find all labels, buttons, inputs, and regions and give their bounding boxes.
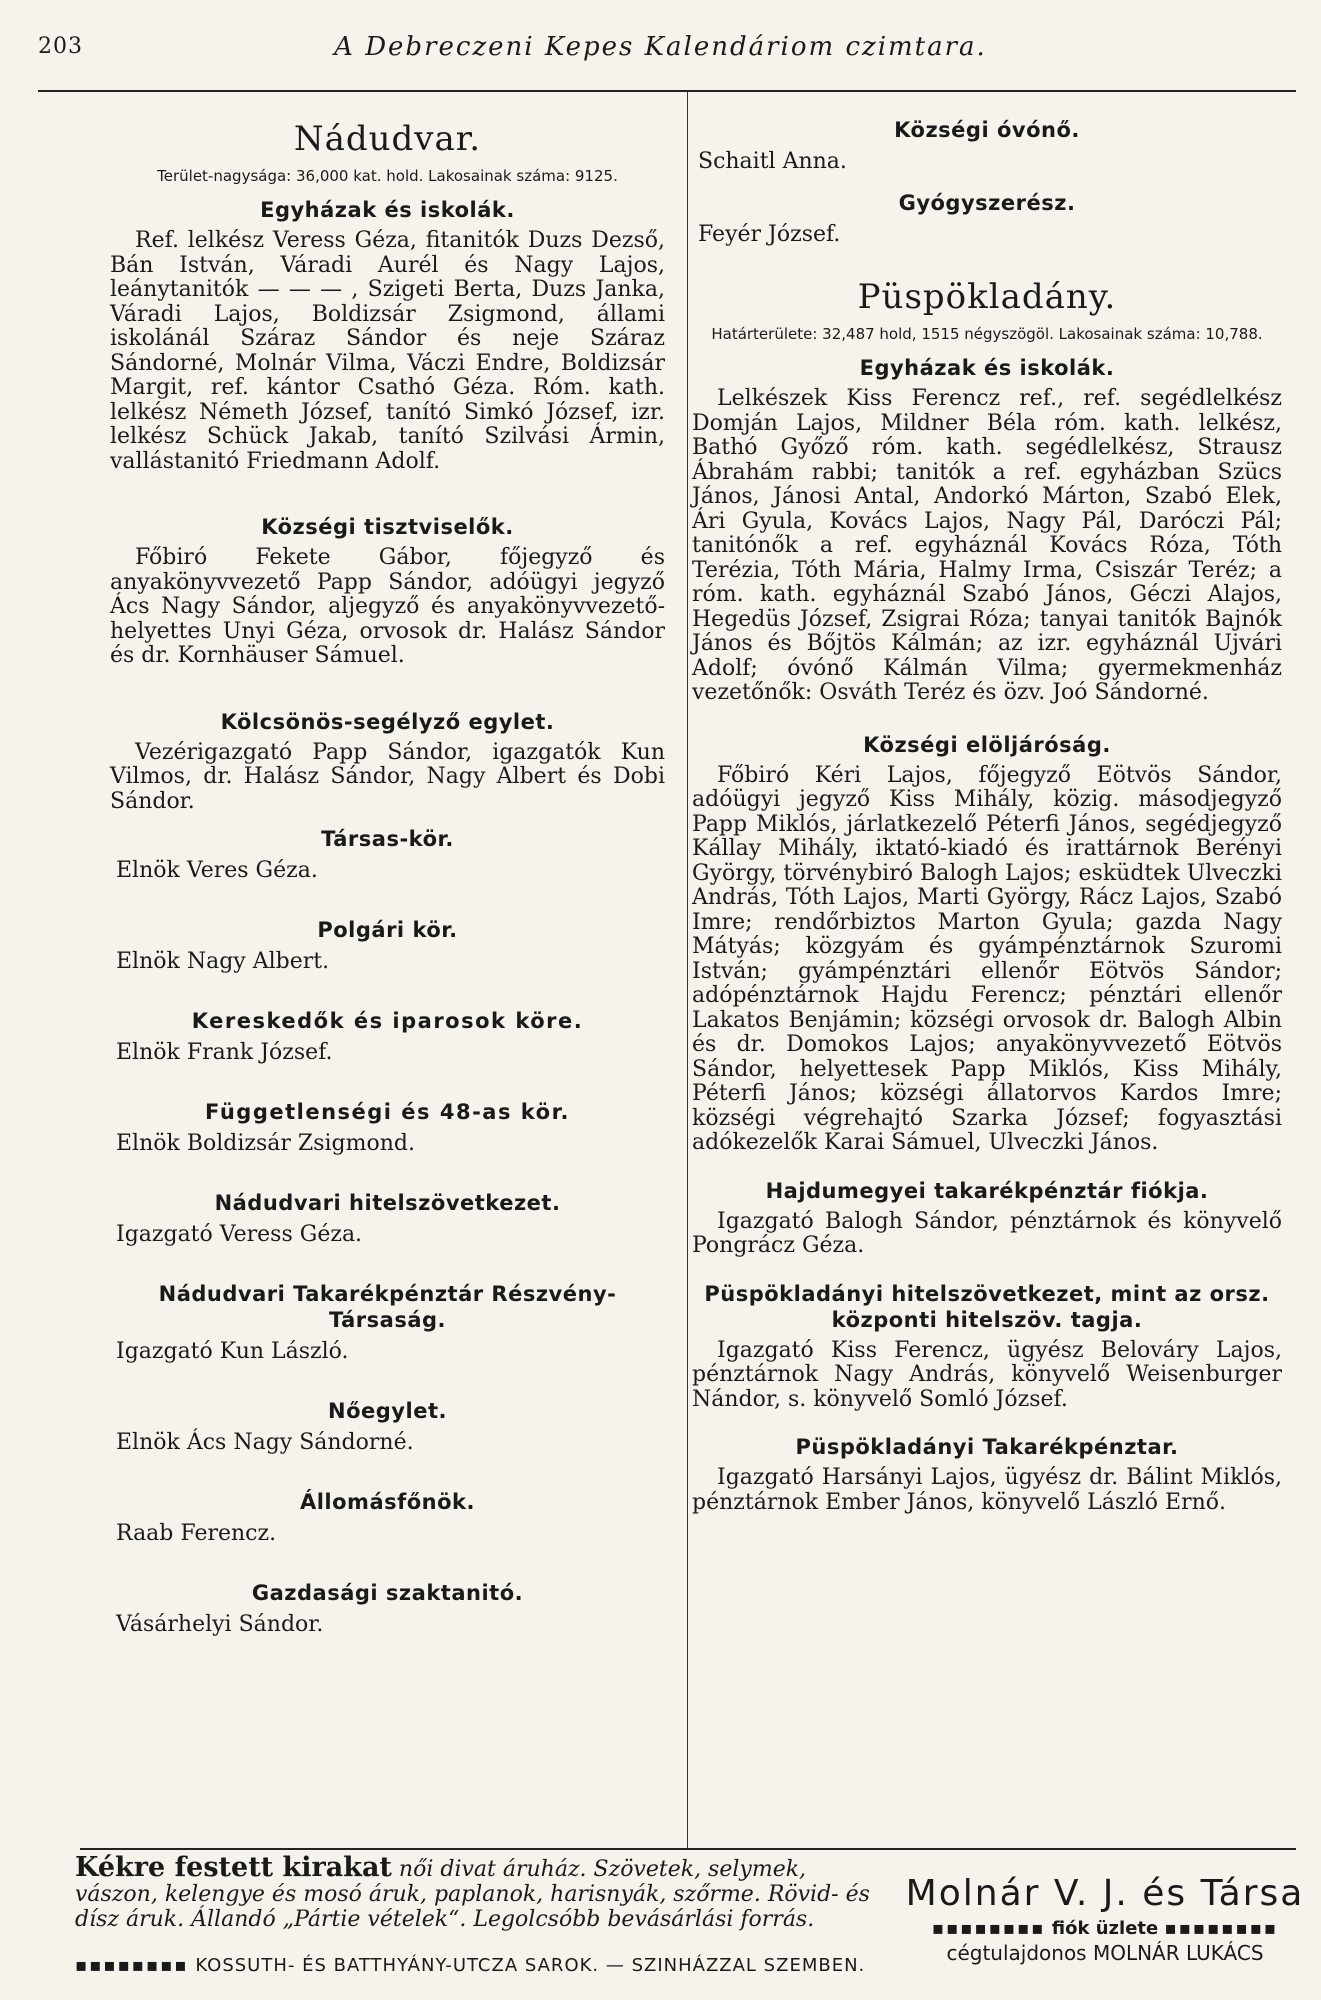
- section-heading-credit-p: Püspökladányi hitelszövetkezet, mint az orsz. központi hitelszöv. tagja.: [704, 1281, 1270, 1332]
- section-text-credit: Igazgató Veress Géza.: [116, 1222, 363, 1247]
- right-column: [692, 105, 1282, 1515]
- section-heading-hajdu: Hajdumegyei takarékpénztár fiókja.: [765, 1178, 1209, 1203]
- ad-ornament-left: ▪▪▪▪▪▪▪▪: [75, 1955, 189, 1976]
- ad-body: női divat áruház. Szövetek, selymek, vászon, kelengye és mosó áruk, paplanok, harisnyák, szőrme. Rövid- és dísz áruk. Állandó „Pártie vételek“. Legolcsóbb bevásárlási forrás.: [75, 1857, 870, 1932]
- ad-brand-name: Molnár V. J. és Társa: [905, 1873, 1305, 1914]
- section-heading-churches: Egyházak és iskolák.: [260, 198, 515, 222]
- section-heading-independence: Függetlenségi és 48-as kör.: [205, 1100, 570, 1124]
- running-title: A Debreczeni Kepes Kalendáriom czimtara.: [334, 32, 987, 62]
- section-heading-social: Társas-kör.: [321, 827, 454, 851]
- section-text-churches: Ref. lelkész Veress Géza, fitanitók Duzs Dezső, Bán István, Váradi Aurél és Nagy Lajos, leánytanitók — — — , Szigeti Berta, Duzs Janka, Váradi Lajos, Boldizsár Zsigmond, állami iskolánál Száraz Sándor és neje Száraz Sándorné, Molnár Vilma, Váczi Endre, Boldizsár Margit, ref. kántor Csathó Géza. Róm. kath. lelkész Németh József, tanító Simkó József, izr. lelkész Schück Jakab, tanító Szilvási Ármin, vallástanitó Friedmann Adolf.: [110, 228, 665, 474]
- section-text-officials: Főbiró Fekete Gábor, főjegyző és anyakönyvvezető Papp Sándor, adóügyi jegyző Ács Nagy Sándor, aljegyző és anyakönyvvezető-helyettes Unyi Géza, orvosok dr. Halász Sándor és dr. Kornhäuser Sámuel.: [110, 545, 665, 668]
- advertisement: [75, 1852, 1305, 1995]
- section-text-loan: Vezérigazgató Papp Sándor, igazgatók Kun Vilmos, dr. Halász Sándor, Nagy Albert és Dobi Sándor.: [110, 739, 665, 814]
- section-text-civic: Elnök Nagy Albert.: [116, 949, 330, 974]
- section-heading-station: Állomásfőnök.: [299, 1490, 475, 1514]
- section-text-station: Raab Ferencz.: [116, 1521, 277, 1546]
- section-heading-women: Nőegylet.: [328, 1399, 447, 1423]
- section-heading-officials: Községi tisztviselők.: [261, 515, 514, 539]
- section-text-board: Főbiró Kéri Lajos, főjegyző Eötvös Sándor, adóügyi jegyző Kiss Mihály, közig. másodjegyző Papp Miklós, járlatkezelő Péterfi János, segédjegyző Kállay Mihály, iktató-kiadó és irattárnok Berényi György, törvénybiró Balogh Lajos; esküdtek Ulveczki András, Tóth Lajos, Marti György, Rácz Lajos, Szabó Imre; rendőrbiztos Marton Gyula; gazda Nagy Mátyás; közgyám és gyámpénztárnok Szuromi István; gyámpénztári ellenőr Eötvös Sándor; adópénztárnok Hajdu Ferencz; pénztári ellenőr Lakatos Benjámin; községi orvosok dr. Balogh Albin és dr. Domokos Lajos; anyakönyvvezető Eötvös Sándor, helyettesek Papp Miklós, Kiss Mihály, Péterfi János; községi állatorvos Kardos Imre; községi végrehajtó Szarka József; fogyasztási adókezelők Karai Sámuel, Ulveczki János.: [692, 762, 1282, 1155]
- section-heading-savings-p: Püspökladányi Takarékpénztar.: [795, 1435, 1179, 1459]
- section-text-savings-p: Igazgató Harsányi Lajos, ügyész dr. Bálint Miklós, pénztárnok Ember János, könyvelő László Ernő.: [692, 1465, 1282, 1515]
- town-heading-puspokladany: Püspökladány.: [857, 277, 1117, 317]
- section-heading-agri: Gazdasági szaktanitó.: [251, 1581, 524, 1605]
- section-text-social: Elnök Veres Géza.: [116, 858, 318, 883]
- ad-text: [75, 1852, 880, 1932]
- section-heading-loan: Kölcsönös-segélyző egylet.: [220, 709, 555, 734]
- left-column: [110, 105, 665, 1637]
- section-text-kindergarten: Schaitl Anna.: [698, 149, 847, 174]
- ad-lead: Kékre festett kirakat: [75, 1852, 392, 1883]
- section-text-merchants: Elnök Frank József.: [116, 1040, 333, 1065]
- section-text-agri: Vásárhelyi Sándor.: [116, 1612, 324, 1637]
- town-stats-puspokladany: Határterülete: 32,487 hold, 1515 négyszögöl. Lakosainak száma: 10,788.: [711, 325, 1263, 343]
- town-stats: Terület-nagysága: 36,000 kat. hold. Lakosainak száma: 9125.: [157, 167, 618, 185]
- section-text-women: Elnök Ács Nagy Sándorné.: [116, 1430, 414, 1455]
- ad-address: KOSSUTH- ÉS BATTHYÁNY-UTCZA SAROK. — SZINHÁZZAL SZEMBEN.: [195, 1955, 866, 1976]
- section-heading-civic: Polgári kör.: [317, 918, 458, 942]
- running-head: [38, 28, 1283, 72]
- section-heading-pharmacist: Gyógyszerész.: [898, 191, 1076, 215]
- section-text-independence: Elnök Boldizsár Zsigmond.: [116, 1131, 415, 1156]
- ad-branch: fiók üzlete: [1051, 1918, 1159, 1939]
- page-number: 203: [38, 34, 83, 59]
- ad-ornament: ▪▪▪▪▪▪▪▪: [931, 1918, 1046, 1939]
- header-rule: [38, 90, 1296, 92]
- ad-brand-block: [905, 1873, 1305, 1965]
- town-heading-nadudvar: Nádudvar.: [293, 119, 482, 159]
- ad-rule: [80, 1848, 1296, 1850]
- ad-ornament: ▪▪▪▪▪▪▪▪: [1164, 1918, 1279, 1939]
- section-text-credit-p: Igazgató Kiss Ferencz, ügyész Belováry Lajos, pénztárnok Nagy András, könyvelő Weisenburger Nándor, s. könyvelő Somló József.: [692, 1337, 1282, 1412]
- section-text-savings: Igazgató Kun László.: [116, 1339, 349, 1364]
- section-heading-savings: Nádudvari Takarékpénztár Részvény-Társaság.: [158, 1282, 617, 1332]
- section-heading-credit: Nádudvari hitelszövetkezet.: [214, 1191, 561, 1215]
- ad-owner: cégtulajdonos MOLNÁR LUKÁCS: [946, 1941, 1264, 1965]
- section-heading-churches-p: Egyházak és iskolák.: [859, 356, 1115, 380]
- ad-branch-line: [905, 1918, 1305, 1939]
- section-heading-board: Községi elöljáróság.: [863, 732, 1111, 757]
- column-divider: [687, 92, 688, 1848]
- ad-address-line: [75, 1955, 895, 1976]
- section-heading-kindergarten: Községi óvónő.: [894, 118, 1080, 142]
- section-text-pharmacist: Feyér József.: [698, 222, 841, 247]
- section-text-churches-p: Lelkészek Kiss Ferencz ref., ref. segédlelkész Domján Lajos, Mildner Béla róm. kath. lelkész, Bathó Győző róm. kath. segédlelkész, Strausz Ábrahám rabbi; tanitók a ref. egyházban Szücs János, Jánosi Antal, Andorkó Márton, Szabó Elek, Ári Gyula, Kovács Lajos, Nagy Pál, Daróczi Pál; tanitónők a ref. egyháznál Kovács Róza, Tóth Terézia, Tóth Mária, Halmy Irma, Csiszár Teréz; a róm. kath. egyháznál Szabó János, Géczi Alajos, Hegedüs József, Zsigrai Róza; tanyai tanitók Bajnók János és Bőjtös Kálmán; az izr. egyháznál Ujvári Adolf; óvónő Kálmán Vilma; gyermekmenház vezetőnők: Osváth Teréz és özv. Joó Sándorné.: [692, 386, 1282, 705]
- section-heading-merchants: Kereskedők és iparosok köre.: [191, 1009, 584, 1033]
- section-text-hajdu: Igazgató Balogh Sándor, pénztárnok és könyvelő Pongrácz Géza.: [692, 1208, 1282, 1258]
